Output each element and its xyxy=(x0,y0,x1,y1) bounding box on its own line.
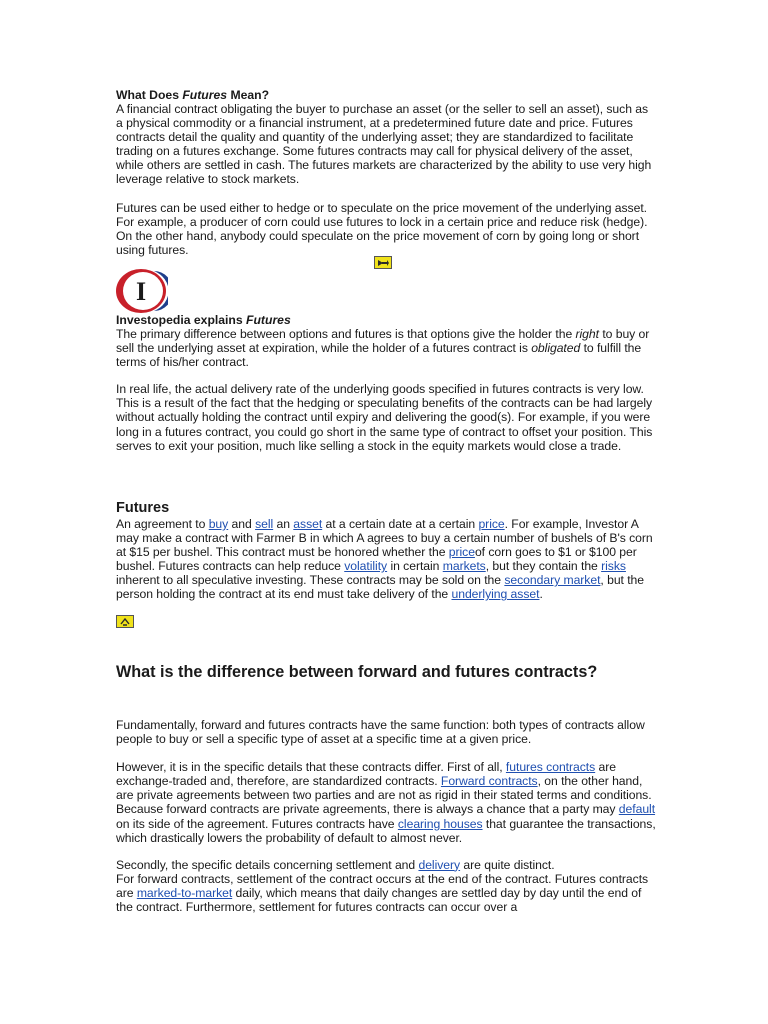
section-heading-futures: Futures xyxy=(116,500,170,516)
paragraph: Fundamentally, forward and futures contracts have the same function: both types of contracts allow people to buy or sell a specific type of asset at a specific time at a given price. xyxy=(116,718,645,747)
link-delivery[interactable]: delivery xyxy=(418,857,461,872)
paragraph: Secondly, the specific details concerning settlement and delivery are quite distinct. xyxy=(116,857,555,872)
link-clearing-houses[interactable]: clearing houses xyxy=(397,816,483,831)
paragraph: An agreement to buy and sell an asset at a certain date at a certain price. For example, Investor A may make a contract with Farmer B in which A agrees to buy a certain number of bushels of B's corn at $15 per bushel. This contract must be honored whether the priceof corn goes to $1 or $100 per bushel. Futures contracts can help reduce volatility in certain markets, but they contain the risks inherent to all speculative investing. These contracts may be sold on the secondary market, but the person holding the contract at its end must take delivery of the underlying asset. xyxy=(116,517,653,602)
link-forward-contracts[interactable]: Forward contracts xyxy=(440,774,538,789)
link-sell[interactable]: sell xyxy=(255,517,274,531)
link-markets[interactable]: markets xyxy=(442,559,486,574)
link-underlying-asset[interactable]: underlying asset xyxy=(451,587,540,602)
arrow-button[interactable] xyxy=(374,256,392,269)
link-futures-contracts[interactable]: futures contracts xyxy=(505,760,596,775)
link-price[interactable]: price xyxy=(478,517,505,531)
investopedia-logo xyxy=(114,268,168,314)
section-forward-vs-futures xyxy=(116,718,656,914)
link-buy[interactable]: buy xyxy=(208,517,229,531)
section-heading: Investopedia explains Futures xyxy=(116,313,291,327)
link-volatility[interactable]: volatility xyxy=(344,559,388,574)
link-price[interactable]: price xyxy=(448,545,475,560)
link-marked-to-market[interactable]: marked-to-market xyxy=(136,885,233,900)
link-default[interactable]: default xyxy=(618,802,656,817)
link-secondary-market[interactable]: secondary market xyxy=(504,573,601,588)
logo-letter: I xyxy=(135,277,147,306)
paragraph: However, it is in the specific details that these contracts differ. First of all, futures contracts are exchange-traded and, therefore, are standardized contracts. Forward contracts, on the other hand, are private agreements between two parties and are not as rigid in their stated terms and conditions. Because forward contracts are private agreements, there is always a chance that a party may default on its side of the agreement. Futures contracts have clearing houses that guarantee the transactions, which drastically lowers the probability of default to almost never. xyxy=(116,760,656,845)
section-what-does-futures-mean xyxy=(116,88,656,257)
paragraph: For forward contracts, settlement of the contract occurs at the end of the contract. Futures contracts are marked-to-market daily, which means that daily changes are settled day by day until the end of the contract. Furthermore, settlement for futures contracts can occur over a xyxy=(116,871,649,915)
paragraph: The primary difference between options and futures is that options give the holder the right to buy or sell the underlying asset at expiration, while the holder of a futures contract is obligated to fulfill the terms of his/her contract. xyxy=(116,327,650,370)
paragraph: A financial contract obligating the buyer to purchase an asset (or the seller to sell an asset), such as a physical commodity or a financial instrument, at a predetermined future date and price. Futures contracts detail the quality and quantity of the underlying asset; they are standardized to facilitate trading on a futures exchange. Some futures contracts may call for physical delivery of the asset, while others are settled in cash. The futures markets are characterized by the ability to use very high leverage relative to stock markets. xyxy=(116,102,652,187)
paragraph: Futures can be used either to hedge or to speculate on the price movement of the underlying asset. For example, a producer of corn could use futures to lock in a certain price and reduce risk (hedge). On the other hand, anybody could speculate on the price movement of corn by going long or short using futures. xyxy=(116,200,648,257)
link-asset[interactable]: asset xyxy=(293,517,323,531)
section-heading: What Does Futures Mean? xyxy=(116,88,270,102)
arrow-right-icon xyxy=(376,258,390,268)
section-investopedia-explains xyxy=(116,313,656,453)
back-button[interactable] xyxy=(116,615,134,628)
section-futures-definition xyxy=(116,517,656,602)
link-risks[interactable]: risks xyxy=(601,559,626,574)
back-arrow-icon xyxy=(118,617,132,627)
section-heading-forward-vs-futures: What is the difference between forward and futures contracts? xyxy=(116,663,598,681)
paragraph: In real life, the actual delivery rate of the underlying goods specified in futures contracts is very low. This is a result of the fact that the hedging or speculating benefits of the contracts can be had largely without actually holding the contract until expiry and delivering the good(s). For example, if you were long in a futures contract, you could go short in the same type of contract to offset your position. This serves to exit your position, much like selling a stock in the equity markets would close a trade. xyxy=(116,382,653,453)
